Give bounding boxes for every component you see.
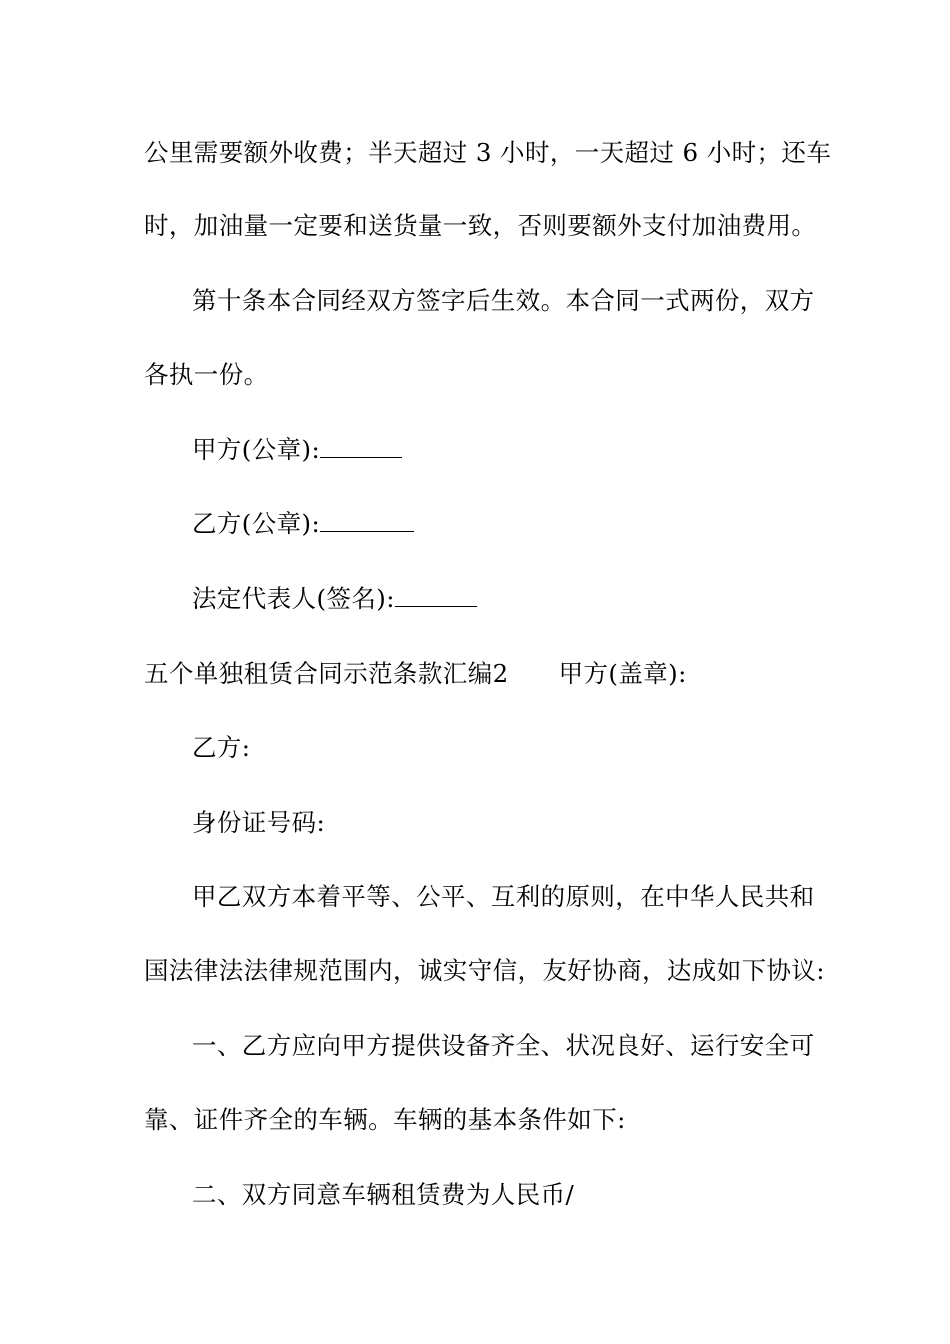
party-b-label-line: 乙方:: [192, 733, 251, 762]
section-title-row: [144, 659, 824, 689]
party-a-blank: [320, 436, 402, 458]
party-a-label: 甲方(公章):: [192, 435, 321, 464]
party-b-label: 乙方(公章):: [192, 509, 321, 538]
party-b-signature-line: [192, 509, 872, 539]
paragraph-line-fuel: 时，加油量一定要和送货量一致，否则要额外支付加油费用。: [144, 211, 817, 240]
party-a-signature-line: [192, 435, 872, 465]
party-a-stamp-label: 甲方(盖章):: [558, 659, 687, 688]
party-b-blank: [320, 510, 414, 532]
paragraph-line-article-ten: 第十条本合同经双方签字后生效。本合同一式两份，双方: [192, 286, 815, 315]
paragraph-line-agreement: 国法律法法律规范围内，诚实守信，友好协商，达成如下协议:: [144, 956, 825, 985]
legal-rep-blank: [395, 585, 477, 607]
paragraph-line-fees: 公里需要额外收费；半天超过 3 小时，一天超过 6 小时；还车: [144, 138, 832, 167]
paragraph-line-clause-one: 一、乙方应向甲方提供设备齐全、状况良好、运行安全可: [192, 1031, 815, 1060]
paragraph-line-clause-two: 二、双方同意车辆租赁费为人民币/: [192, 1180, 575, 1209]
legal-rep-label: 法定代表人(签名):: [192, 584, 395, 613]
id-number-label-line: 身份证号码:: [192, 808, 326, 837]
section-title: 五个单独租赁合同示范条款汇编2: [144, 659, 509, 688]
paragraph-line-copies: 各执一份。: [144, 360, 269, 389]
legal-rep-signature-line: [192, 584, 872, 614]
paragraph-line-principles: 甲乙双方本着平等、公平、互利的原则，在中华人民共和: [192, 882, 815, 911]
paragraph-line-vehicle-conditions: 靠、证件齐全的车辆。车辆的基本条件如下:: [144, 1105, 626, 1134]
